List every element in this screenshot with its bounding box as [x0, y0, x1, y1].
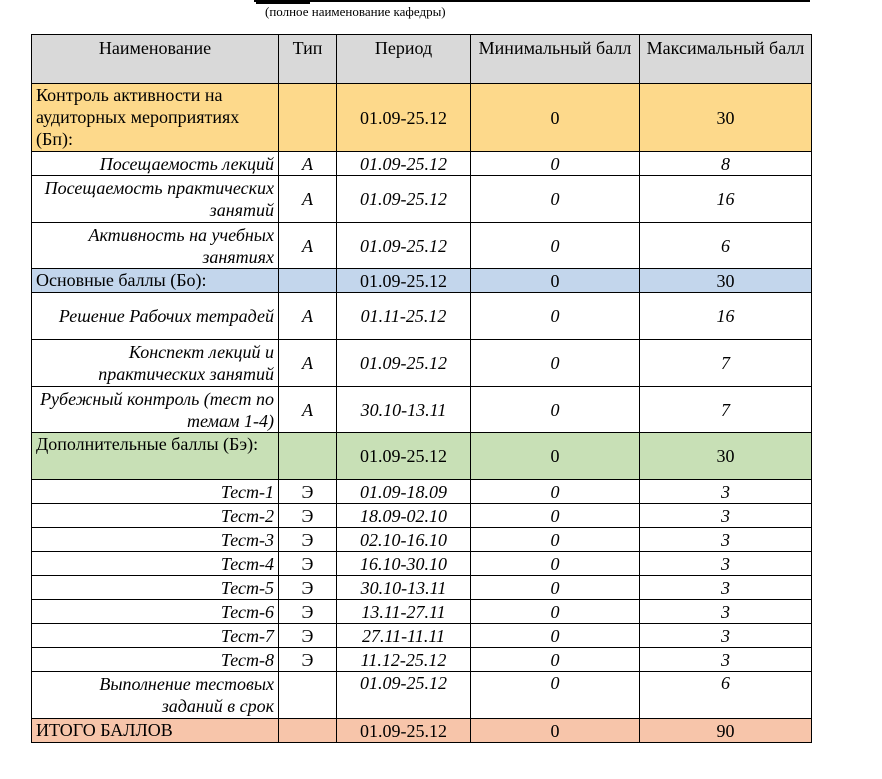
row-period: 27.11-11.11: [337, 624, 471, 648]
row-period: 11.12-25.12: [337, 648, 471, 672]
row-name: Посещаемость практических занятий: [32, 176, 279, 223]
row-name: Тест-4: [32, 552, 279, 576]
row-type: Э: [279, 600, 337, 624]
row-period: 01.09-25.12: [337, 672, 471, 719]
row-min: 0: [471, 624, 640, 648]
header-min: Минимальный балл: [471, 35, 640, 84]
table-row: [32, 552, 812, 576]
row-min: 0: [471, 152, 640, 176]
row-type: Э: [279, 552, 337, 576]
row-min: 0: [471, 552, 640, 576]
header-type: Тип: [279, 35, 337, 84]
row-min: 0: [471, 576, 640, 600]
row-name: Посещаемость лекций: [32, 152, 279, 176]
row-period: 01.09-25.12: [337, 433, 471, 480]
header-max: Максимальный балл: [640, 35, 812, 84]
row-period: 01.11-25.12: [337, 293, 471, 340]
row-name: Тест-5: [32, 576, 279, 600]
row-max: 30: [640, 269, 812, 293]
table-row: [32, 528, 812, 552]
row-max: 3: [640, 624, 812, 648]
group-row-activity: [32, 84, 812, 152]
table-row: [32, 152, 812, 176]
row-type: А: [279, 387, 337, 433]
row-min: 0: [471, 528, 640, 552]
row-type: [279, 433, 337, 480]
row-max: 30: [640, 84, 812, 152]
table-row: [32, 480, 812, 504]
group-row-main: [32, 269, 812, 293]
row-max: 16: [640, 176, 812, 223]
table-row: [32, 223, 812, 269]
row-type: А: [279, 293, 337, 340]
row-type: Э: [279, 504, 337, 528]
row-min: 0: [471, 672, 640, 719]
row-type: [279, 84, 337, 152]
row-min: 0: [471, 648, 640, 672]
row-name: Дополнительные баллы (Бэ):: [32, 433, 279, 480]
row-type: Э: [279, 648, 337, 672]
table-row: [32, 672, 812, 719]
row-max: 3: [640, 576, 812, 600]
row-max: 3: [640, 504, 812, 528]
table-row: [32, 176, 812, 223]
row-name: Контроль активности на аудиторных мероприятиях (Бп):: [32, 84, 279, 152]
row-period: 01.09-25.12: [337, 176, 471, 223]
row-min: 0: [471, 176, 640, 223]
row-period: 02.10-16.10: [337, 528, 471, 552]
row-name: Тест-7: [32, 624, 279, 648]
row-name: Тест-3: [32, 528, 279, 552]
row-min: 0: [471, 433, 640, 480]
row-max: 16: [640, 293, 812, 340]
row-name: Решение Рабочих тетрадей: [32, 293, 279, 340]
row-period: 01.09-25.12: [337, 269, 471, 293]
row-name: Тест-6: [32, 600, 279, 624]
row-period: 01.09-25.12: [337, 223, 471, 269]
table-row: [32, 504, 812, 528]
row-min: 0: [471, 387, 640, 433]
row-max: 3: [640, 552, 812, 576]
row-name: Рубежный контроль (тест по темам 1-4): [32, 387, 279, 433]
row-max: 6: [640, 672, 812, 719]
row-name: Тест-8: [32, 648, 279, 672]
row-min: 0: [471, 340, 640, 387]
row-max: 3: [640, 480, 812, 504]
table-header-row: [32, 35, 812, 84]
row-name: Основные баллы (Бо):: [32, 269, 279, 293]
total-row: [32, 719, 812, 743]
row-period: 01.09-25.12: [337, 340, 471, 387]
row-period: 01.09-25.12: [337, 719, 471, 743]
group-row-extra: [32, 433, 812, 480]
table-row: [32, 576, 812, 600]
table-row: [32, 387, 812, 433]
row-name: Активность на учебных занятиях: [32, 223, 279, 269]
row-type: А: [279, 340, 337, 387]
row-min: 0: [471, 293, 640, 340]
row-min: 0: [471, 504, 640, 528]
row-name: Тест-2: [32, 504, 279, 528]
row-period: 01.09-25.12: [337, 84, 471, 152]
row-period: 18.09-02.10: [337, 504, 471, 528]
row-max: 30: [640, 433, 812, 480]
row-type: Э: [279, 576, 337, 600]
row-period: 13.11-27.11: [337, 600, 471, 624]
row-period: 30.10-13.11: [337, 576, 471, 600]
row-period: 01.09-25.12: [337, 152, 471, 176]
row-name: Тест-1: [32, 480, 279, 504]
header-name: Наименование: [32, 35, 279, 84]
row-period: 30.10-13.11: [337, 387, 471, 433]
row-max: 7: [640, 387, 812, 433]
row-type: А: [279, 223, 337, 269]
row-max: 8: [640, 152, 812, 176]
row-period: 16.10-30.10: [337, 552, 471, 576]
department-name-line: [254, 0, 810, 2]
table-row: [32, 624, 812, 648]
row-min: 0: [471, 223, 640, 269]
row-min: 0: [471, 600, 640, 624]
table-row: [32, 293, 812, 340]
row-type: А: [279, 152, 337, 176]
row-period: 01.09-18.09: [337, 480, 471, 504]
table-row: [32, 648, 812, 672]
row-min: 0: [471, 84, 640, 152]
row-max: 3: [640, 600, 812, 624]
row-name: Выполнение тестовых заданий в срок: [32, 672, 279, 719]
department-caption: (полное наименование кафедры): [265, 4, 446, 19]
row-max: 6: [640, 223, 812, 269]
row-type: [279, 672, 337, 719]
row-max: 90: [640, 719, 812, 743]
grades-table: [31, 34, 812, 743]
row-max: 7: [640, 340, 812, 387]
row-min: 0: [471, 719, 640, 743]
row-type: Э: [279, 624, 337, 648]
row-type: [279, 719, 337, 743]
table-row: [32, 600, 812, 624]
row-max: 3: [640, 528, 812, 552]
row-type: Э: [279, 528, 337, 552]
row-name: Конспект лекций и практических занятий: [32, 340, 279, 387]
row-type: Э: [279, 480, 337, 504]
row-min: 0: [471, 480, 640, 504]
row-type: [279, 269, 337, 293]
row-name: ИТОГО БАЛЛОВ: [32, 719, 279, 743]
row-type: А: [279, 176, 337, 223]
table-row: [32, 340, 812, 387]
header-period: Период: [337, 35, 471, 84]
row-max: 3: [640, 648, 812, 672]
row-min: 0: [471, 269, 640, 293]
